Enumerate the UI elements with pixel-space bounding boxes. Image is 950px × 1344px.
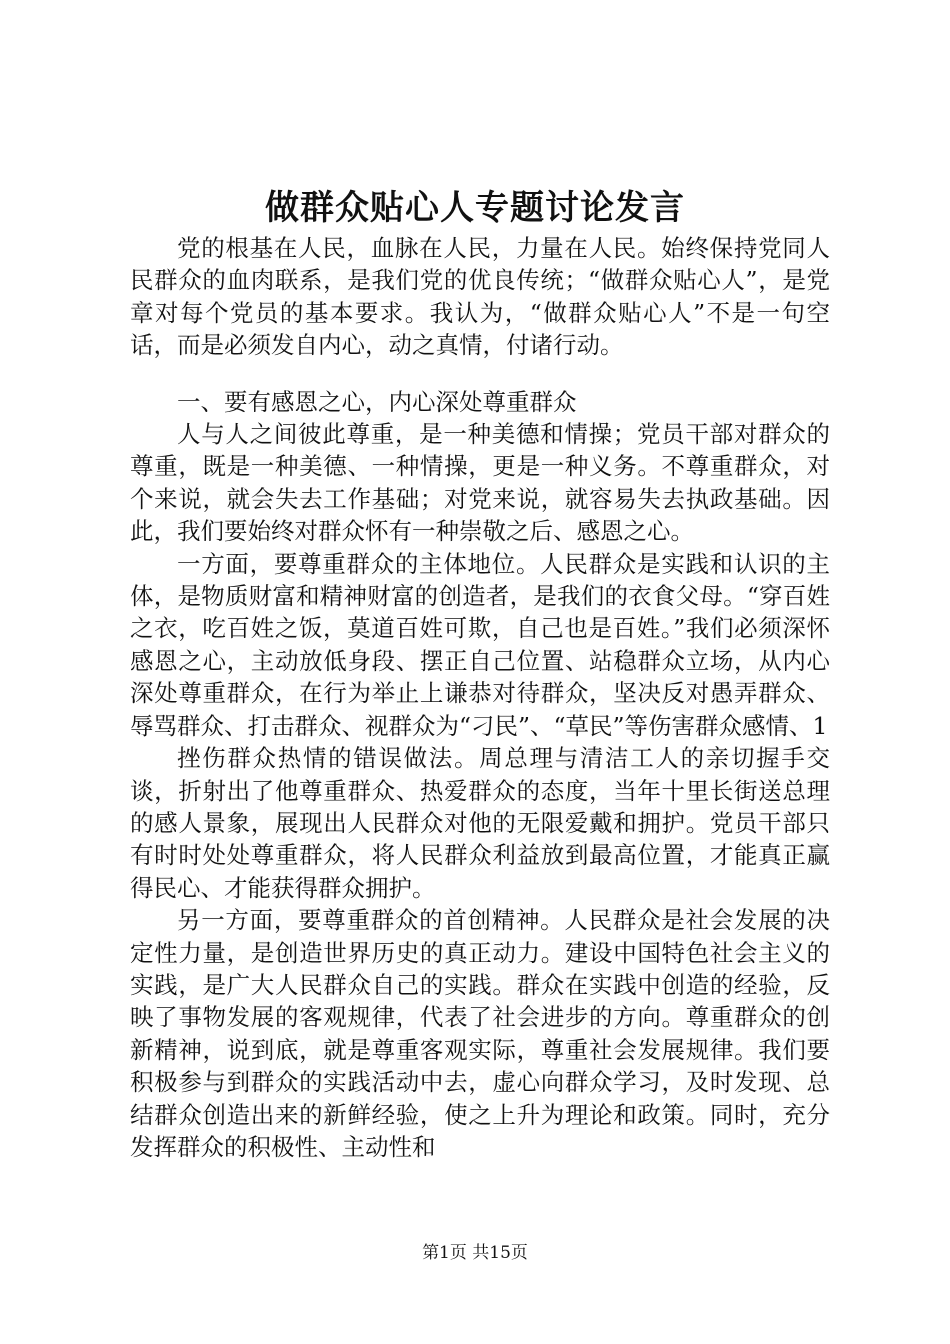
document-title: 做群众贴心人专题讨论发言 xyxy=(265,188,685,228)
body-paragraph: 挫伤群众热情的错误做法。周总理与清洁工人的亲切握手交谈，折射出了他尊重群众、热爱群众的态度，当年十里长街送总理的感人景象，展现出人民群众对他的无限爱戴和拥护。党员干部只有时时处处尊重群众，将人民群众利益放到最高位置，才能真正赢得民心、才能获得群众拥护。 xyxy=(130,744,830,902)
intro-paragraph: 党的根基在人民，血脉在人民，力量在人民。始终保持党同人民群众的血肉联系，是我们党的优良传统；“做群众贴心人”，是党章对每个党员的基本要求。我认为，“做群众贴心人”不是一句空话，而是必须发自内心，动之真情，付诸行动。 xyxy=(130,234,830,360)
body-paragraph: 人与人之间彼此尊重，是一种美德和情操；党员干部对群众的尊重，既是一种美德、一种情操，更是一种义务。不尊重群众，对个来说，就会失去工作基础；对党来说，就容易失去执政基础。因此，我们要始终对群众怀有一种崇敬之后、感恩之心。 xyxy=(130,420,830,546)
page-number-footer: 第1页 共15页 xyxy=(422,1243,528,1263)
document-body xyxy=(130,232,830,1163)
section-heading: 一、要有感恩之心，内心深处尊重群众 xyxy=(177,387,577,416)
body-paragraph: 一方面，要尊重群众的主体地位。人民群众是实践和认识的主体，是物质财富和精神财富的创造者，是我们的衣食父母。“穿百姓之衣，吃百姓之饭，莫道百姓可欺，自己也是百姓。”我们必须深怀感恩之心，主动放低身段、摆正自己位置、站稳群众立场，从内心深处尊重群众，在行为举止上谦恭对待群众，坚决反对愚弄群众、辱骂群众、打击群众、视群众为“刁民”、“草民”等伤害群众感情、1 xyxy=(130,549,830,740)
body-paragraph: 另一方面，要尊重群众的首创精神。人民群众是社会发展的决定性力量，是创造世界历史的真正动力。建设中国特色社会主义的实践，是广大人民群众自己的实践。群众在实践中创造的经验，反映了事物发展的客观规律，代表了社会进步的方向。尊重群众的创新精神，说到底，就是尊重客观实际，尊重社会发展规律。我们要积极参与到群众的实践活动中去，虚心向群众学习，及时发现、总结群众创造出来的新鲜经验，使之上升为理论和政策。同时，充分发挥群众的积极性、主动性和 xyxy=(130,906,830,1161)
